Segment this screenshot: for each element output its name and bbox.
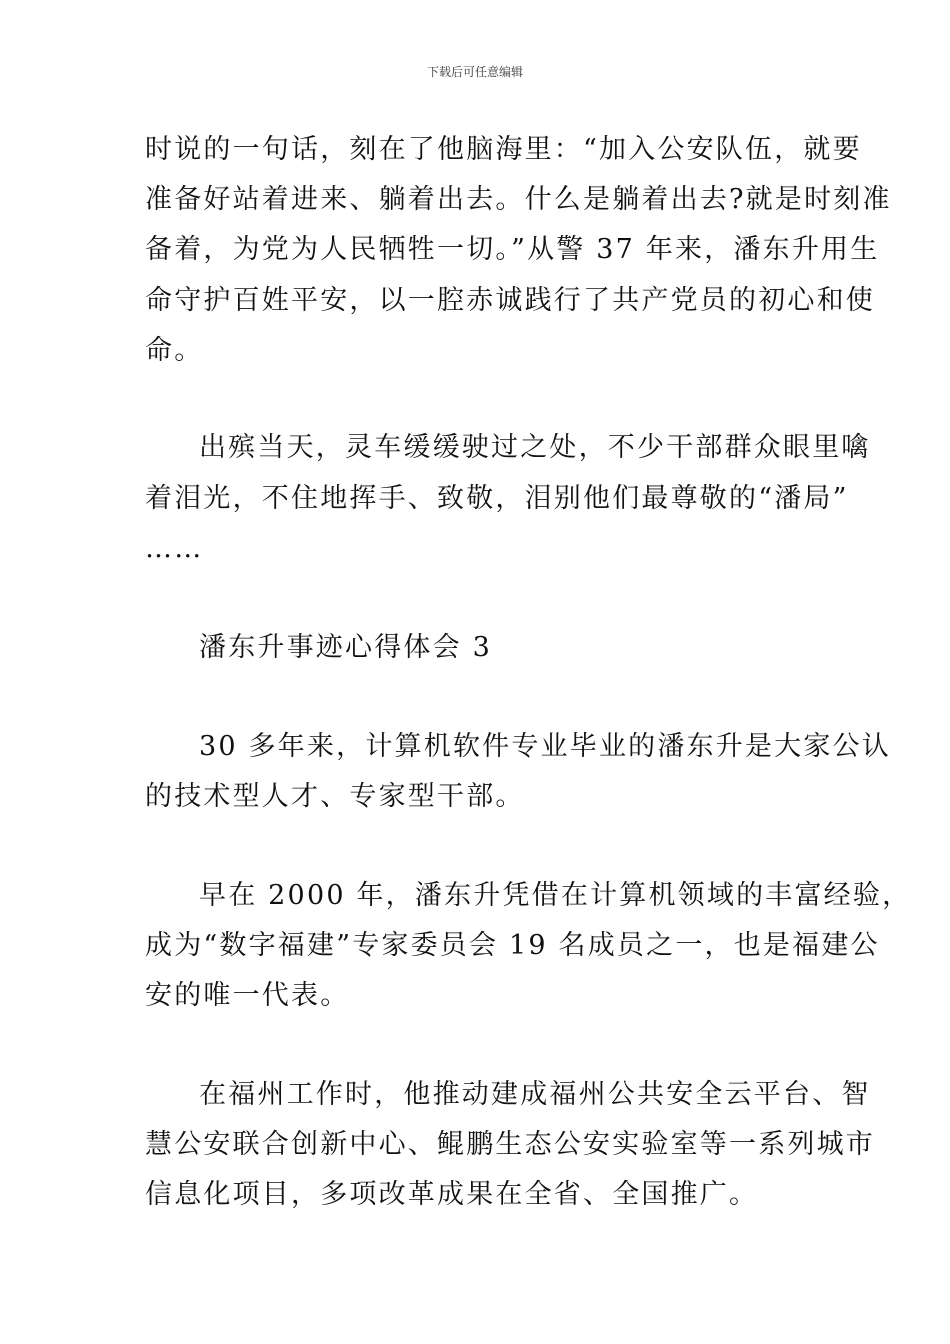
text-line: 时说的一句话，刻在了他脑海里：“加入公安队伍，就要 xyxy=(145,134,862,165)
text-line: 早在 2000 年，潘东升凭借在计算机领域的丰富经验， xyxy=(199,880,912,911)
text-line: 30 多年来，计算机软件专业毕业的潘东升是大家公认 xyxy=(199,731,891,762)
text-line: 成为“数字福建”专家委员会 19 名成员之一，也是福建公 xyxy=(145,930,880,961)
text-line: 准备好站着进来、躺着出去。什么是躺着出去?就是时刻准 xyxy=(145,184,892,215)
text-line: 命。 xyxy=(145,335,204,366)
text-line: 的技术型人才、专家型干部。 xyxy=(145,781,525,812)
page-header: 下载后可任意编辑 xyxy=(426,65,523,79)
text-line: 着泪光，不住地挥手、致敬，泪别他们最尊敬的“潘局” xyxy=(145,483,849,514)
text-line: 慧公安联合创新中心、鲲鹏生态公安实验室等一系列城市 xyxy=(145,1129,875,1160)
text-line: …… xyxy=(145,533,204,564)
section-heading: 潘东升事迹心得体会 3 xyxy=(199,632,492,663)
text-line: 信息化项目，多项改革成果在全省、全国推广。 xyxy=(145,1179,759,1210)
text-line: 安的唯一代表。 xyxy=(145,980,350,1011)
text-line: 在福州工作时，他推动建成福州公共安全云平台、智 xyxy=(199,1079,871,1110)
text-line: 备着，为党为人民牺牲一切。”从警 37 年来，潘东升用生 xyxy=(145,234,880,265)
text-line: 命守护百姓平安，以一腔赤诚践行了共产党员的初心和使 xyxy=(145,285,875,316)
text-line: 出殡当天，灵车缓缓驶过之处，不少干部群众眼里噙 xyxy=(199,432,871,463)
